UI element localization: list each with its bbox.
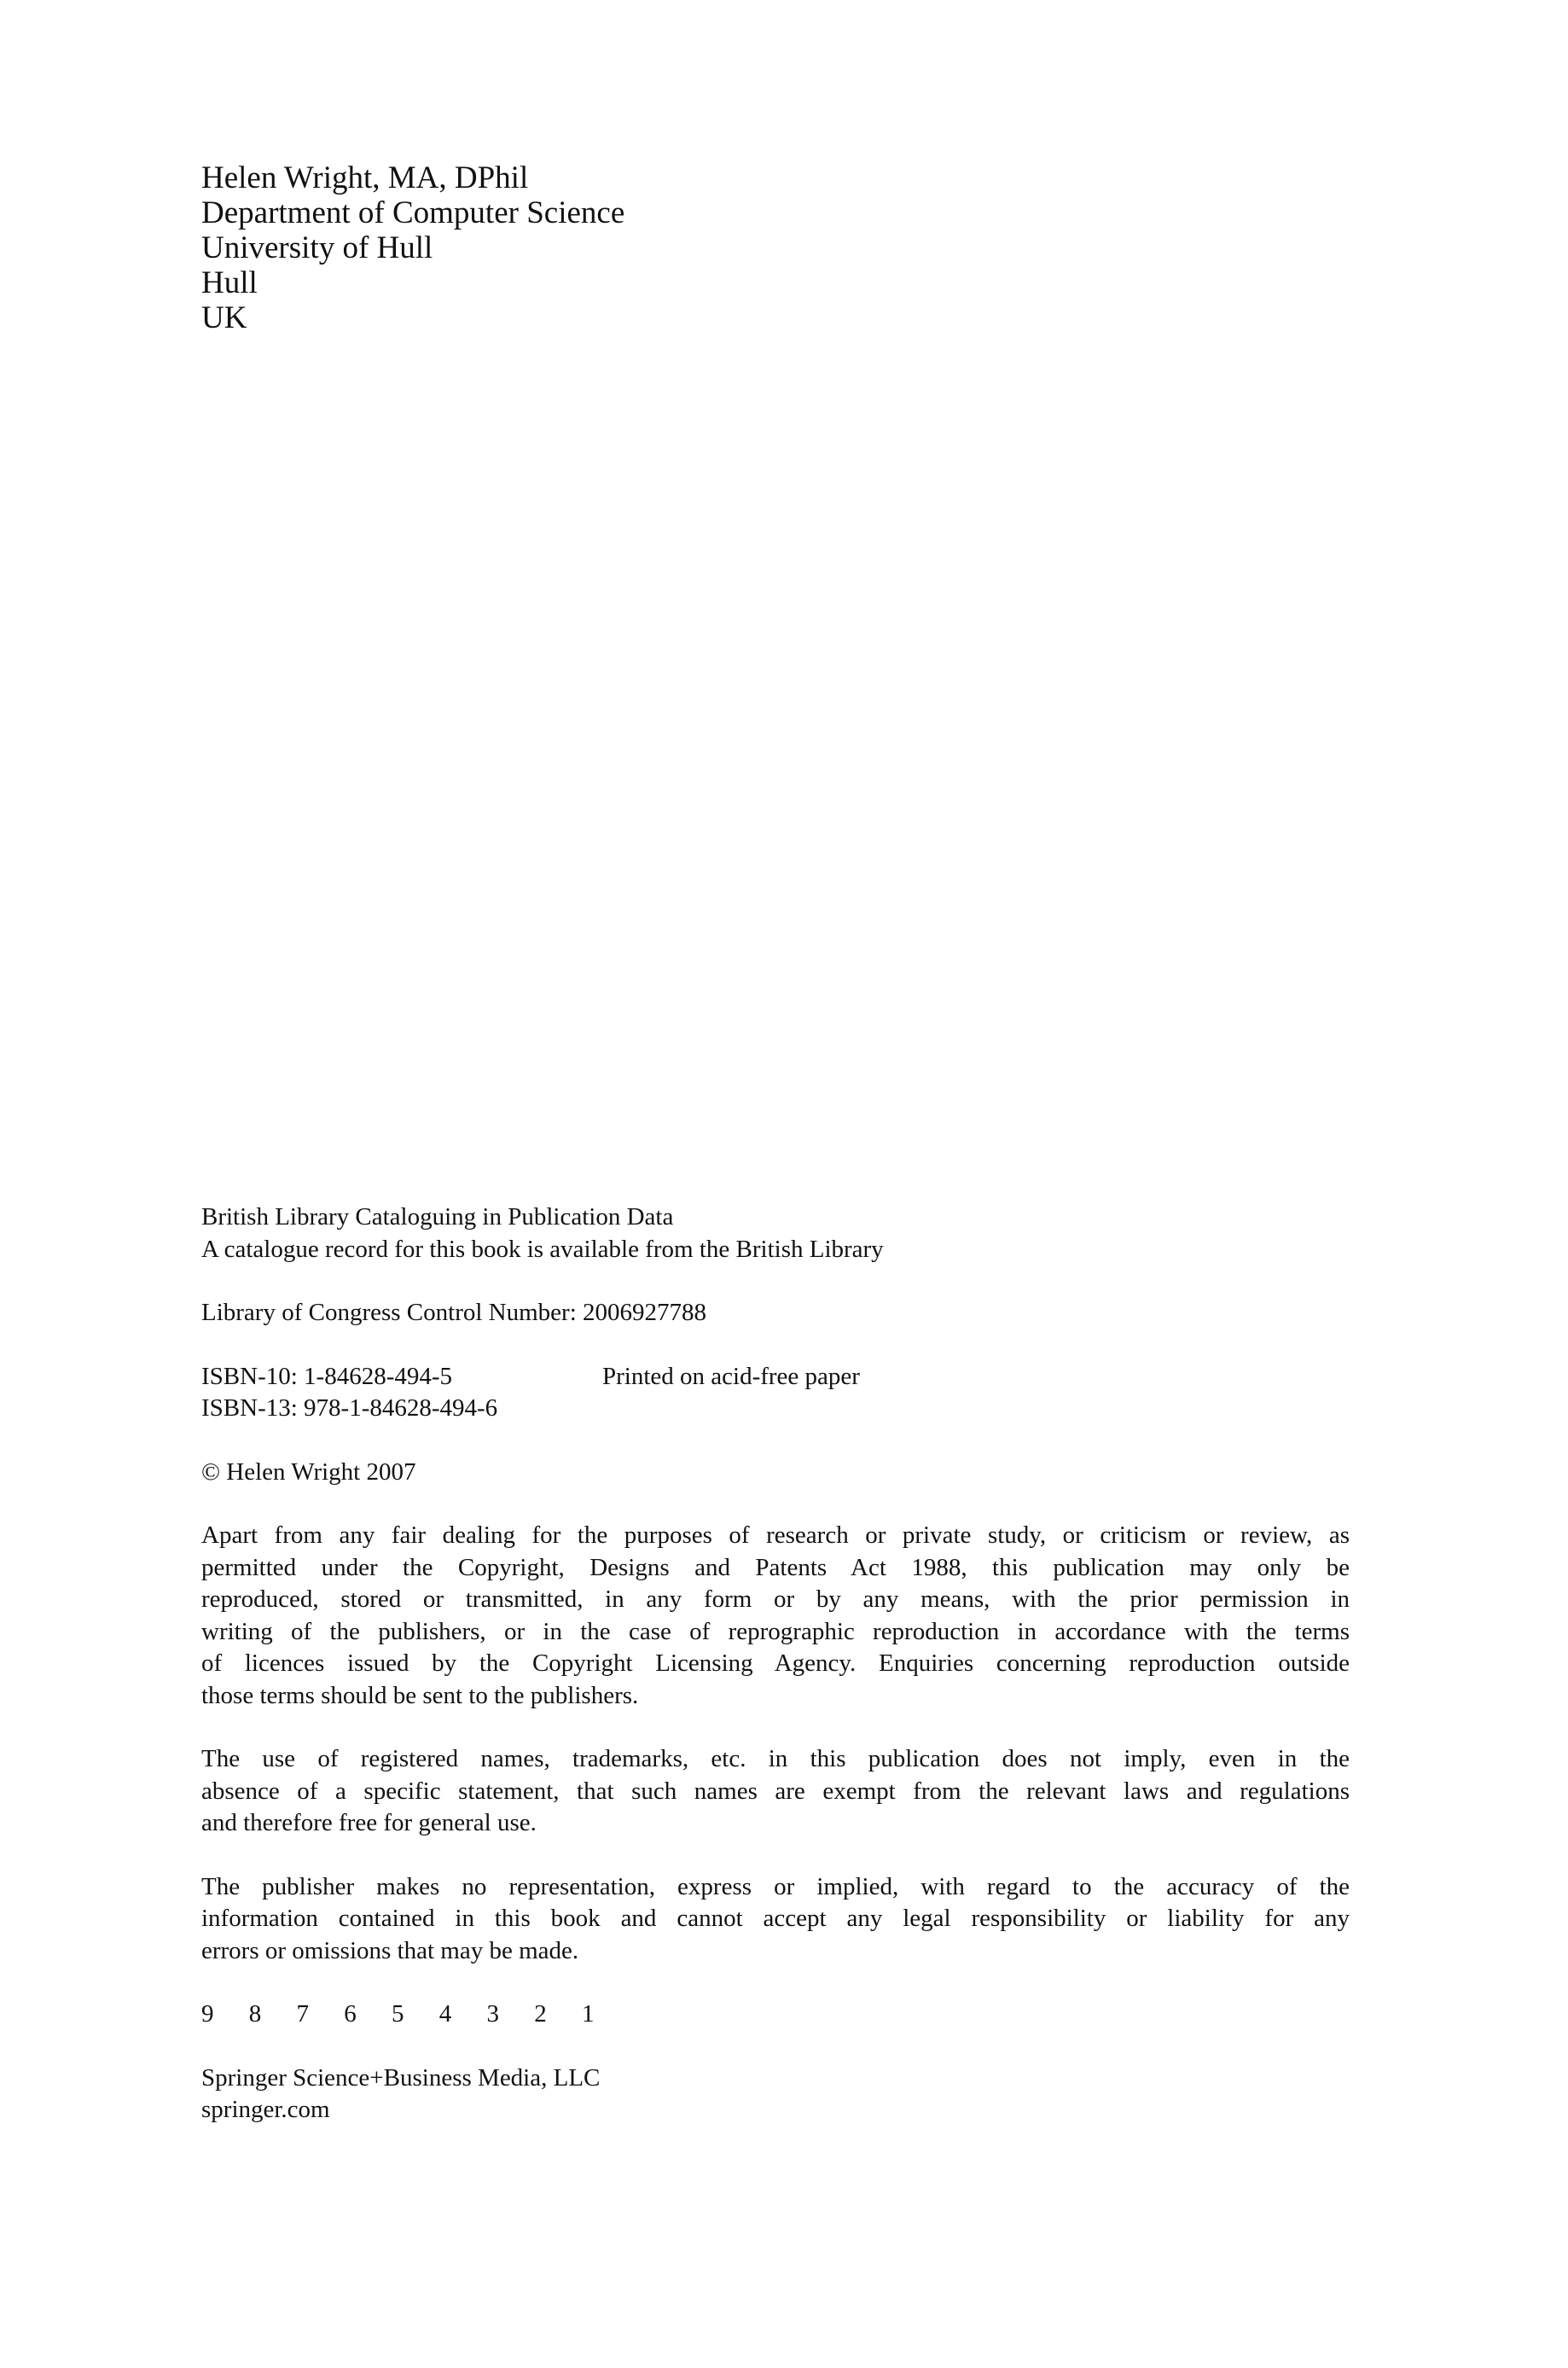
paragraph-line: Apart from any fair dealing for the purposes of research or private study, or criticism or review, as [201, 1521, 1350, 1549]
isbn-13: ISBN-13: 978-1-84628-494-6 [201, 1394, 498, 1422]
disclaimer-paragraph [201, 1871, 1350, 1968]
author-university: University of Hull [201, 230, 433, 265]
isbn-row [201, 1361, 1350, 1393]
publisher-name: Springer Science+Business Media, LLC [201, 2063, 601, 2092]
paper-note: Printed on acid-free paper [602, 1362, 860, 1390]
copyright-notice: © Helen Wright 2007 [201, 1457, 416, 1486]
trademarks-paragraph [201, 1743, 1350, 1840]
paragraph-line: of licences issued by the Copyright Licensing Agency. Enquiries concerning reproduction outside [201, 1649, 1350, 1677]
isbn-10: ISBN-10: 1-84628-494-5 [201, 1362, 453, 1390]
author-name: Helen Wright, MA, DPhil [201, 160, 529, 195]
author-department: Department of Computer Science [201, 195, 625, 230]
paragraph-line: writing of the publishers, or in the case of reprographic reproduction in accordance with the terms [201, 1617, 1350, 1645]
author-city: Hull [201, 265, 258, 300]
paragraph-line: reproduced, stored or transmitted, in any form or by any means, with the prior permission in [201, 1585, 1350, 1613]
loc-control-number: Library of Congress Control Number: 2006927788 [201, 1299, 707, 1326]
imprint-block [201, 1201, 1350, 2127]
printing-number-line: 9 8 7 6 5 4 3 2 1 [201, 2000, 609, 2028]
paragraph-line: and therefore free for general use. [201, 1809, 537, 1836]
paragraph-line: The use of registered names, trademarks, etc. in this publication does not imply, even in the [201, 1745, 1350, 1772]
cataloguing-heading: British Library Cataloguing in Publication Data [201, 1203, 674, 1231]
paragraph-line: those terms should be sent to the publishers. [201, 1681, 639, 1709]
paragraph-line: errors or omissions that may be made. [201, 1936, 579, 1964]
author-country: UK [201, 300, 247, 335]
cataloguing-record: A catalogue record for this book is available from the British Library [201, 1235, 884, 1263]
paragraph-line: The publisher makes no representation, express or implied, with regard to the accuracy of the [201, 1872, 1350, 1900]
author-address-block [201, 160, 624, 335]
paragraph-line: information contained in this book and cannot accept any legal responsibility or liability for any [201, 1905, 1350, 1932]
paragraph-line: permitted under the Copyright, Designs and Patents Act 1988, this publication may only be [201, 1553, 1350, 1581]
publisher-website: springer.com [201, 2096, 330, 2123]
fair-dealing-paragraph [201, 1520, 1350, 1712]
paragraph-line: absence of a specific statement, that such names are exempt from the relevant laws and regulations [201, 1777, 1350, 1805]
